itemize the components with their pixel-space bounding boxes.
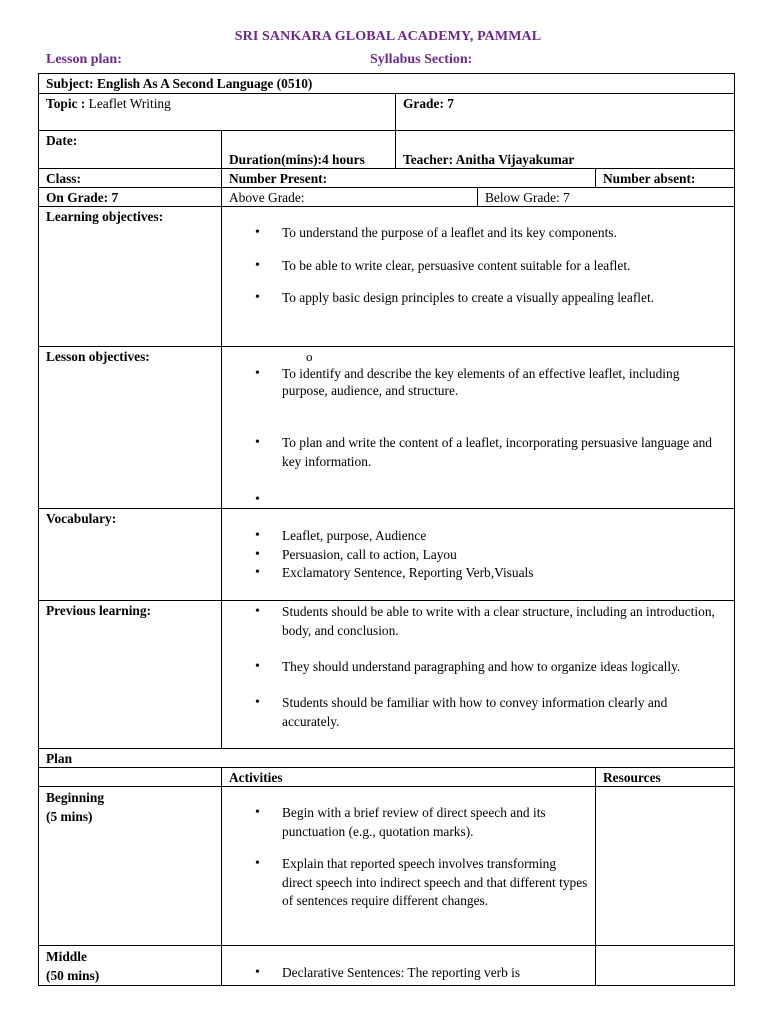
topic-cell xyxy=(39,94,396,131)
plan-row xyxy=(39,749,735,768)
lesson-objectives-label: Lesson objectives: xyxy=(39,347,222,509)
beginning-stage-cell xyxy=(39,787,222,946)
below-grade-cell: Below Grade: 7 xyxy=(478,188,735,207)
list-item xyxy=(282,491,727,508)
topic-value: Leaflet Writing xyxy=(85,96,171,111)
list-item: • Explain that reported speech involves transforming direct speech into indirect speech and that different types of sentences require different changes. xyxy=(282,855,588,911)
class-cell: Class: xyxy=(39,169,222,188)
beginning-resources-cell xyxy=(596,787,735,946)
vocabulary-row xyxy=(39,509,735,601)
list-item: • Students should be able to write with a clear structure, including an introduction, body, and conclusion. xyxy=(282,602,727,640)
learning-objectives-list xyxy=(229,208,727,306)
middle-label: Middle xyxy=(46,949,87,964)
list-item: • To identify and describe the key elements of an effective leaflet, including purpose, audience, and structure. xyxy=(282,365,727,399)
grade-breakdown-row xyxy=(39,188,735,207)
topic-row xyxy=(39,94,735,131)
list-item: • Declarative Sentences: The reporting verb is xyxy=(282,964,588,981)
plan-stage-header xyxy=(39,768,222,787)
school-name: SRI SANKARA GLOBAL ACADEMY, PAMMAL xyxy=(234,29,542,44)
middle-resources-cell xyxy=(596,946,735,986)
resources-header: Resources xyxy=(596,768,735,787)
vocabulary-cell xyxy=(222,509,735,601)
list-item: • They should understand paragraphing and how to organize ideas logically. xyxy=(282,657,727,676)
class-row xyxy=(39,169,735,188)
list-item: • Leaflet, purpose, Audience xyxy=(282,527,727,546)
on-grade-cell: On Grade: 7 xyxy=(39,188,222,207)
vocabulary-label: Vocabulary: xyxy=(39,509,222,601)
lesson-plan-label: Lesson plan: xyxy=(46,52,122,67)
list-item: • To apply basic design principles to create a visually appealing leaflet. xyxy=(282,289,727,306)
lesson-objectives-row xyxy=(39,347,735,509)
list-item: • To be able to write clear, persuasive content suitable for a leaflet. xyxy=(282,257,727,274)
duration-cell: Duration(mins):4 hours xyxy=(222,131,396,169)
number-present-cell: Number Present: xyxy=(222,169,596,188)
middle-activities-list xyxy=(229,947,588,981)
vocabulary-list xyxy=(229,510,727,583)
teacher-cell: Teacher: Anitha Vijayakumar xyxy=(396,131,735,169)
middle-activities-cell xyxy=(222,946,596,986)
beginning-time: (5 mins) xyxy=(46,809,93,824)
above-grade-cell: Above Grade: xyxy=(222,188,478,207)
lesson-objectives-list xyxy=(229,348,727,508)
list-item: • To understand the purpose of a leaflet and its key components. xyxy=(282,224,727,241)
learning-objectives-cell xyxy=(222,207,735,347)
list-item: • To plan and write the content of a leaflet, incorporating persuasive language and key information. xyxy=(282,433,727,471)
middle-row xyxy=(39,946,735,986)
learning-objectives-label: Learning objectives: xyxy=(39,207,222,347)
beginning-activities-list xyxy=(229,788,588,911)
activities-header: Activities xyxy=(222,768,596,787)
lesson-objectives-cell xyxy=(222,347,735,509)
topic-label: Topic : xyxy=(46,96,86,111)
previous-learning-label: Previous learning: xyxy=(39,601,222,749)
date-cell: Date: xyxy=(39,131,222,169)
previous-learning-row xyxy=(39,601,735,749)
list-item xyxy=(282,348,727,365)
subject-row xyxy=(39,74,735,94)
learning-objectives-row xyxy=(39,207,735,347)
syllabus-section-label: Syllabus Section: xyxy=(370,52,473,67)
plan-label: Plan xyxy=(39,749,735,768)
list-item: • Exclamatory Sentence, Reporting Verb,Visuals xyxy=(282,564,727,583)
beginning-row xyxy=(39,787,735,946)
list-item: • Begin with a brief review of direct speech and its punctuation (e.g., quotation marks). xyxy=(282,804,588,841)
middle-stage-cell xyxy=(39,946,222,986)
grade-cell: Grade: 7 xyxy=(396,94,735,131)
subject-cell: Subject: English As A Second Language (0510) xyxy=(39,74,735,94)
middle-time: (50 mins) xyxy=(46,968,100,983)
number-absent-cell: Number absent: xyxy=(596,169,735,188)
beginning-activities-cell xyxy=(222,787,596,946)
list-item: • Students should be familiar with how to convey information clearly and accurately. xyxy=(282,693,727,731)
previous-learning-cell xyxy=(222,601,735,749)
list-item: • Persuasion, call to action, Layou xyxy=(282,546,727,565)
previous-learning-list xyxy=(229,602,727,731)
beginning-label: Beginning xyxy=(46,790,105,805)
lesson-plan-table xyxy=(38,73,735,986)
plan-header-row xyxy=(39,768,735,787)
date-row xyxy=(39,131,735,169)
